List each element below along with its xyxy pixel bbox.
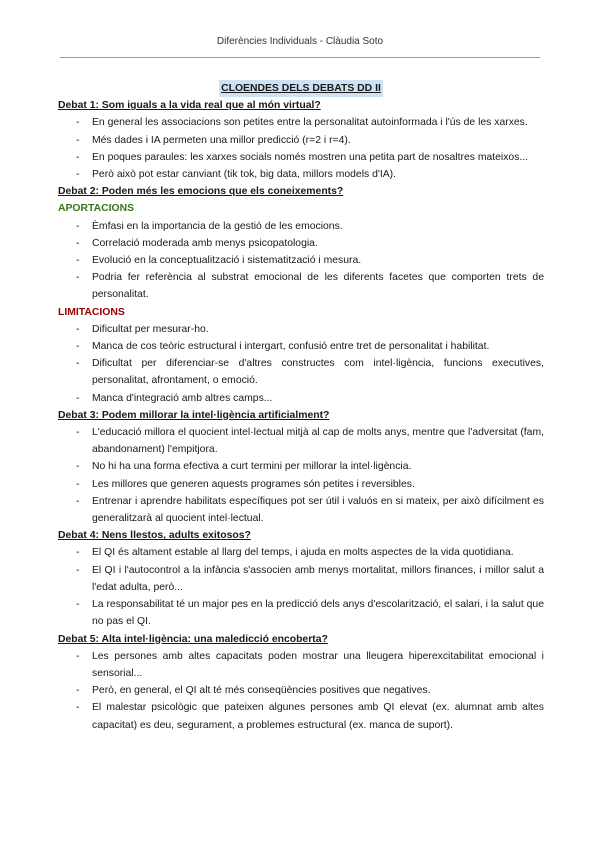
document-body <box>58 80 544 734</box>
list-item: - No hi ha una forma efectiva a curt termini per millorar la intel·ligència. <box>92 458 544 475</box>
aportacions-list <box>58 218 544 304</box>
list-item: - Però això pot estar canviant (tik tok, big data, millors models d'IA). <box>92 166 544 183</box>
list-item: - El QI és altament estable al llarg del temps, i ajuda en molts aspectes de la vida quotidiana. <box>92 544 544 561</box>
list-item: - L'educació millora el quocient intel·lectual mitjà al cap de molts anys, mentre que l'adversitat (fam, abandonament) l'empitjora. <box>92 424 544 458</box>
list-item: - En poques paraules: les xarxes socials només mostren una petita part de nosaltres mateixos... <box>92 149 544 166</box>
debate-3-list <box>58 424 544 527</box>
debate-1-heading: Debat 1: Som iguals a la vida real que al món virtual? <box>58 100 321 112</box>
list-item: - Evolució en la conceptualització i sistematització i mesura. <box>92 252 544 269</box>
document-title: CLOENDES DELS DEBATS DD II <box>219 80 383 97</box>
list-item: - El QI i l'autocontrol a la infància s'associen amb menys mortalitat, millors finances, i millor salut a l'edat adulta, però... <box>92 562 544 596</box>
debate-4-list <box>58 544 544 630</box>
page-header: Diferències Individuals - Clàudia Soto <box>216 36 384 47</box>
list-item: - Les persones amb altes capacitats poden mostrar una lleugera hiperexcitabilitat emocional i sensorial... <box>92 648 544 682</box>
list-item: - La responsabilitat té un major pes en la predicció dels anys d'escolarització, el salari, i la salut que no pas el QI. <box>92 596 544 630</box>
list-item: - Dificultat per mesurar-ho. <box>92 321 544 338</box>
header-divider <box>60 57 540 58</box>
debate-5-heading: Debat 5: Alta intel·ligència: una maledicció encoberta? <box>58 633 328 645</box>
debate-4-heading: Debat 4: Nens llestos, adults exitosos? <box>58 530 251 542</box>
list-item: - Èmfasi en la importancia de la gestió de les emocions. <box>92 218 544 235</box>
list-item: - Manca de cos teòric estructural i intergart, confusió entre tret de personalitat i habilitat. <box>92 338 544 355</box>
debate-1-list <box>58 114 544 183</box>
list-item: - Les millores que generen aquests programes són petites i reversibles. <box>92 476 544 493</box>
debate-2-heading: Debat 2: Poden més les emocions que els coneixements? <box>58 186 344 198</box>
list-item: - En general les associacions son petites entre la personalitat autoinformada i l'ús de les xarxes. <box>92 114 544 131</box>
list-item: - El malestar psicològic que pateixen algunes persones amb QI elevat (ex. alumnat amb altes capacitat) es deu, segurament, a problemes estructural (ex. manca de suport). <box>92 699 544 733</box>
list-item: - Correlació moderada amb menys psicopatologia. <box>92 235 544 252</box>
list-item: - Però, en general, el QI alt té més conseqüències positives que negatives. <box>92 682 544 699</box>
list-item: - Podria fer referència al substrat emocional de les diferents facetes que comporten trets de personalitat. <box>92 269 544 303</box>
debate-3-heading: Debat 3: Podem millorar la intel·ligència artificialment? <box>58 409 330 421</box>
debate-5-list <box>58 648 544 734</box>
list-item: - Dificultat per diferenciar-se d'altres constructes com intel·ligència, funcions executives, personalitat, afrontament, o emoció. <box>92 355 544 389</box>
aportacions-heading: APORTACIONS <box>58 203 135 215</box>
list-item: - Entrenar i aprendre habilitats específiques pot ser útil i valuós en si mateix, per això difícilment es generalitzarà al quocient intel·lectual. <box>92 493 544 527</box>
list-item: - Manca d'integració amb altres camps... <box>92 390 544 407</box>
limitacions-list <box>58 321 544 407</box>
list-item: - Més dades i IA permeten una millor predicció (r=2 i r=4). <box>92 132 544 149</box>
limitacions-heading: LIMITACIONS <box>58 306 125 318</box>
